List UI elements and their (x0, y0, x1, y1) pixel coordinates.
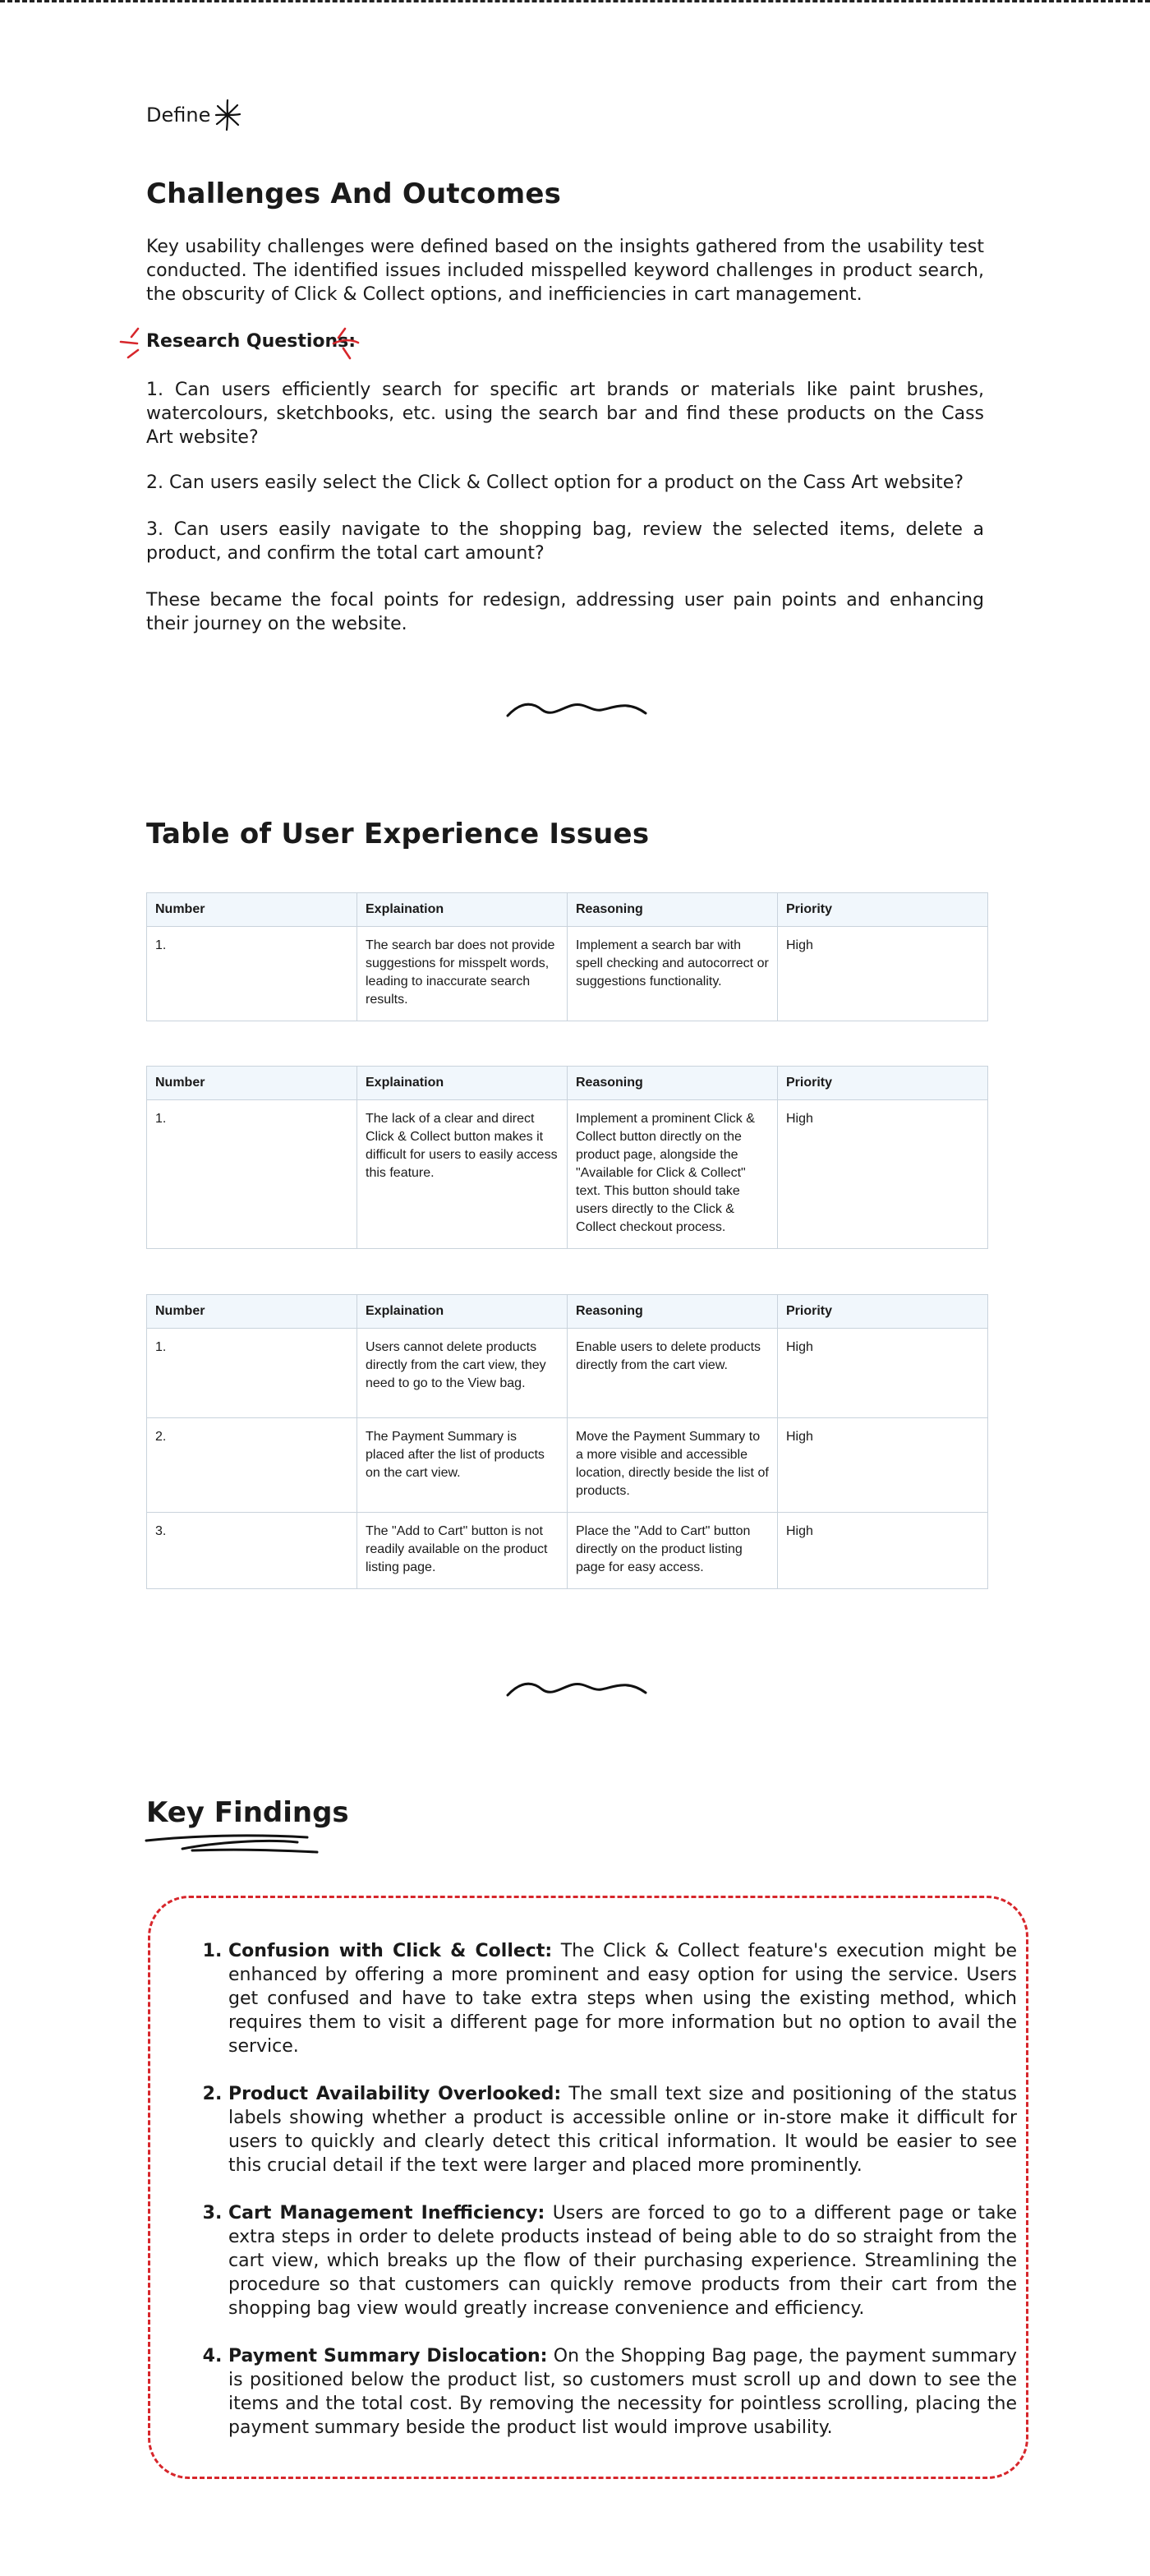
table-row (147, 1418, 988, 1513)
col-header-number: Number (147, 1295, 357, 1329)
list-item (228, 2344, 1017, 2440)
cell-explanation: The lack of a clear and direct Click & Collect button makes it difficult for users to easily access this feature. (357, 1100, 568, 1249)
table-header-row (147, 1067, 988, 1100)
challenges-title: Challenges And Outcomes (146, 177, 562, 210)
research-question-1: 1. Can users efficiently search for specific art brands or materials like paint brushes, watercolours, sketchbooks, etc. using the search bar and find these products on the Cass Art website? (146, 380, 984, 448)
squiggle-divider-icon (504, 695, 649, 720)
cell-explanation: The Payment Summary is placed after the list of products on the cart view. (357, 1418, 568, 1513)
research-questions-label: Research Questions: (146, 331, 356, 352)
cell-number: 2. (147, 1418, 357, 1513)
col-header-priority: Priority (778, 893, 988, 927)
finding-text: The small text size and positioning of the status labels showing whether a product is accessible online or in-store make it difficult for users to quickly and clearly detect this critical information. It would be easier to see this crucial detail if the text were larger and placed more prominently. (228, 2084, 1017, 2176)
list-item (228, 1939, 1017, 2058)
col-header-explanation: Explaination (357, 1295, 568, 1329)
section-label-define (146, 99, 242, 131)
list-item (228, 2082, 1017, 2177)
challenges-closing: These became the focal points for redesign, addressing user pain points and enhancing their journey on the website. (146, 590, 984, 634)
cell-number: 1. (147, 1100, 357, 1249)
ux-issues-table-1 (146, 892, 988, 1021)
cell-reasoning: Implement a search bar with spell checking and autocorrect or suggestions functionality. (568, 927, 778, 1021)
table-row (147, 927, 988, 1021)
table-row (147, 1329, 988, 1418)
col-header-explanation: Explaination (357, 893, 568, 927)
underline-stroke-icon (143, 1829, 324, 1859)
col-header-priority: Priority (778, 1067, 988, 1100)
finding-label: Cart Management Inefficiency: (228, 2203, 545, 2223)
col-header-reasoning: Reasoning (568, 893, 778, 927)
cell-number: 1. (147, 927, 357, 1021)
cell-priority: High (778, 1513, 988, 1589)
finding-text: On the Shopping Bag page, the payment summary is positioned below the product list, so customers must scroll up and down to see the items and the total cost. By removing the necessity for pointless scrolling, placing the payment summary beside the product list would improve usability. (228, 2346, 1017, 2438)
table-row (147, 1100, 988, 1249)
key-findings-list (189, 1939, 1017, 2463)
list-item (228, 2201, 1017, 2320)
cell-reasoning: Enable users to delete products directly from the cart view. (568, 1329, 778, 1418)
cell-priority: High (778, 1418, 988, 1513)
col-header-reasoning: Reasoning (568, 1295, 778, 1329)
cell-explanation: Users cannot delete products directly from the cart view, they need to go to the View bag. (357, 1329, 568, 1418)
key-findings-title: Key Findings (146, 1796, 349, 1829)
squiggle-divider-icon (504, 1675, 649, 1699)
emphasis-marks-left-icon (117, 325, 143, 362)
table-row (147, 1513, 988, 1589)
define-label: Define (146, 104, 211, 127)
ux-issues-table-2 (146, 1066, 988, 1249)
top-dashed-border (0, 0, 1150, 2)
table-header-row (147, 893, 988, 927)
research-question-3: 3. Can users easily navigate to the shopping bag, review the selected items, delete a product, and confirm the total cart amount? (146, 519, 984, 564)
sparkle-icon (214, 99, 242, 131)
finding-label: Payment Summary Dislocation: (228, 2346, 548, 2366)
cell-explanation: The search bar does not provide suggestions for misspelt words, leading to inaccurate search results. (357, 927, 568, 1021)
ux-table-title: Table of User Experience Issues (146, 818, 650, 850)
research-question-2: 2. Can users easily select the Click & Collect option for a product on the Cass Art website? (146, 472, 964, 493)
cell-reasoning: Move the Payment Summary to a more visible and accessible location, directly beside the list of products. (568, 1418, 778, 1513)
cell-priority: High (778, 1100, 988, 1249)
cell-number: 1. (147, 1329, 357, 1418)
table-header-row (147, 1295, 988, 1329)
emphasis-marks-right-icon (330, 325, 363, 362)
cell-priority: High (778, 927, 988, 1021)
cell-number: 3. (147, 1513, 357, 1589)
finding-text: The Click & Collect feature's execution might be enhanced by offering a more prominent and easy option for using the service. Users get confused and have to take extra steps when using the existing method, which requires them to visit a different page for more information but no option to avail the service. (228, 1941, 1018, 2057)
cell-reasoning: Implement a prominent Click & Collect button directly on the product page, alongside the "Available for Click & Collect" text. This button should take users directly to the Click & Collect checkout process. (568, 1100, 778, 1249)
finding-label: Confusion with Click & Collect: (228, 1941, 553, 1961)
col-header-number: Number (147, 1067, 357, 1100)
challenges-intro: Key usability challenges were defined based on the insights gathered from the usability test conducted. The identified issues included misspelled keyword challenges in product search, the obscurity of Click & Collect options, and inefficiencies in cart management. (146, 237, 984, 305)
col-header-priority: Priority (778, 1295, 988, 1329)
col-header-number: Number (147, 893, 357, 927)
ux-issues-table-3 (146, 1294, 988, 1589)
col-header-reasoning: Reasoning (568, 1067, 778, 1100)
finding-text: Users are forced to go to a different page or take extra steps in order to delete products instead of being able to do so straight from the cart view, which breaks up the flow of their purchasing experience. Streamlining the procedure so that customers can quickly remove products from their cart from the shopping bag view would greatly increase convenience and efficiency. (228, 2203, 1017, 2319)
cell-reasoning: Place the "Add to Cart" button directly on the product listing page for easy access. (568, 1513, 778, 1589)
cell-explanation: The "Add to Cart" button is not readily available on the product listing page. (357, 1513, 568, 1589)
finding-label: Product Availability Overlooked: (228, 2084, 562, 2104)
cell-priority: High (778, 1329, 988, 1418)
col-header-explanation: Explaination (357, 1067, 568, 1100)
